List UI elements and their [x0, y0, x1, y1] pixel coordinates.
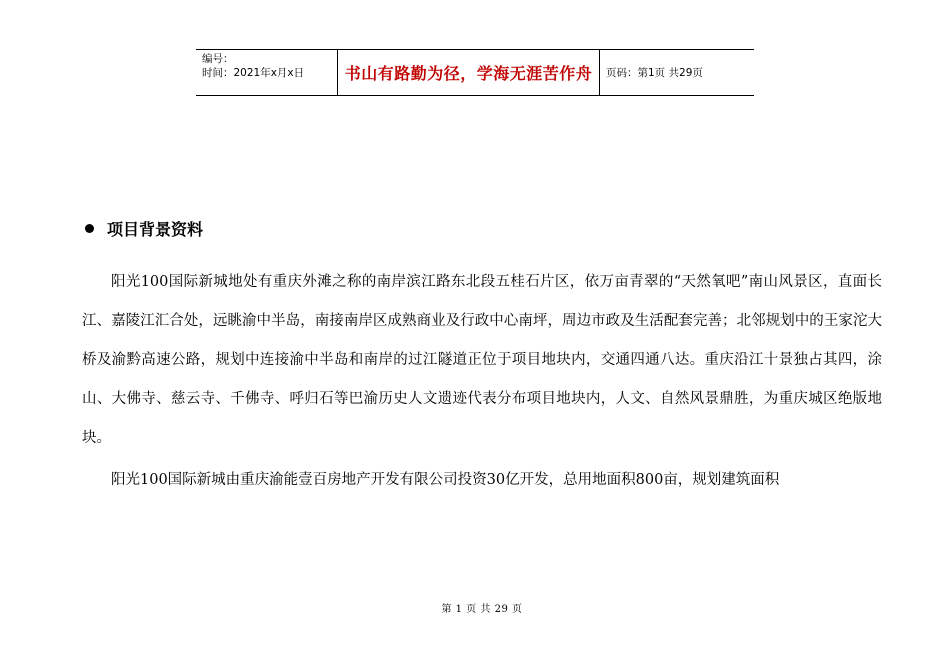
- header-info-cell: [196, 50, 338, 95]
- number-label: 编号：: [202, 53, 234, 65]
- section-title: 项目背景资料: [107, 220, 204, 239]
- page-footer: [0, 600, 950, 615]
- header-page-cell: [600, 50, 754, 95]
- section-heading: [82, 217, 203, 240]
- paragraph: 阳光100国际新城由重庆渝能壹百房地产开发有限公司投资30亿开发，总用地面积800亩，规划建筑面积: [111, 472, 780, 488]
- bullet-icon: [85, 224, 94, 233]
- document-header: [196, 49, 754, 96]
- date-line: 时间：2021年x月x日: [202, 67, 305, 79]
- header-motto-cell: [338, 50, 600, 95]
- paragraph: 阳光100国际新城地处有重庆外滩之称的南岸滨江路东北段五桂石片区，依万亩青翠的“天然氧吧”南山风景区，直面长江、嘉陵江汇合处，远眺渝中半岛，南接南岸区成熟商业及行政中心南坪，周边市政及生活配套完善；北邻规划中的王家沱大桥及渝黔高速公路，规划中连接渝中半岛和南岸的过江隧道正位于项目地块内，交通四通八达。重庆沿江十景独占其四，涂山、大佛寺、慈云寺、千佛寺、呼归石等巴渝历史人文遗迹代表分布项目地块内，人文、自然风景鼎胜，为重庆城区绝版地块。: [82, 274, 882, 446]
- motto-text: 书山有路勤为径，学海无涯苦作舟: [344, 64, 593, 83]
- page-code: 页码：第1页 共29页: [606, 67, 703, 79]
- body-text: [82, 263, 882, 500]
- footer-page-number: 第 1 页 共 29 页: [441, 604, 523, 615]
